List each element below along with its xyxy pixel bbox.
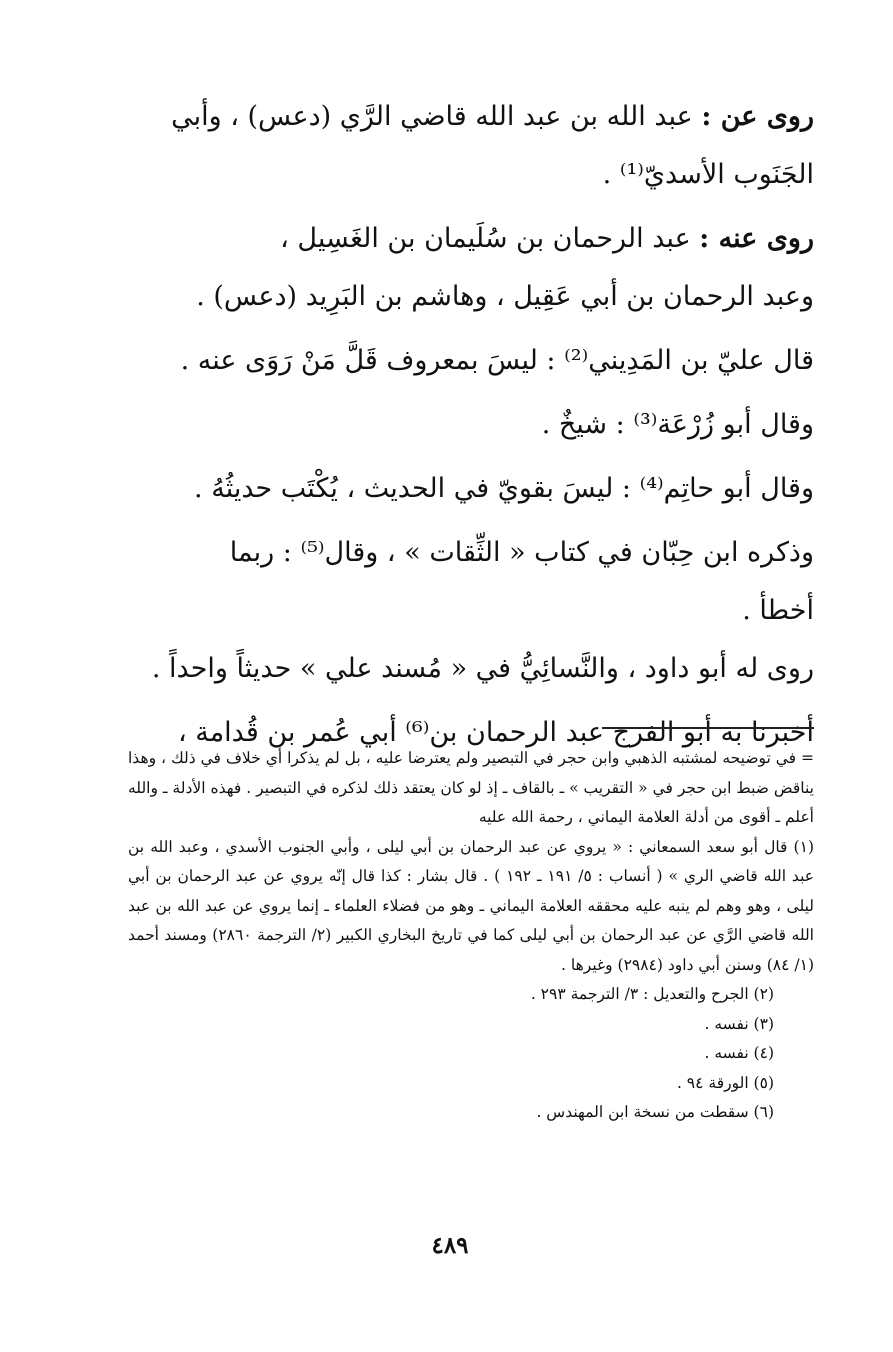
footnote-continuation: = في توضيحه لمشتبه الذهبي وابن حجر في التبصير ولم يعترضا عليه ، بل لم يذكرا أي خلاف في ذلك ، وهذا يناقض ضبط ابن حجر في « التقريب » ـ بالقاف ـ إذ لو كان يعتقد ذلك لذكره في التبصير . فهذه الأدلة ـ والله أعلم ـ أقوى من أدلة العلامة اليماني ، رحمة الله عليه xyxy=(128,749,814,826)
paragraph-narrated-from xyxy=(128,88,814,204)
paragraph-ali-ibn-al-madini: قال عليّ بن المَدِيني⁽²⁾ : ليسَ بمعروف قَلَّ مَنْ رَوَى عنه . xyxy=(180,345,814,376)
paragraph-abu-hatim: وقال أبو حاتِم⁽⁴⁾ : ليسَ بقويّ في الحديث ، يُكْتَب حديثُهُ . xyxy=(194,473,814,504)
narrated-by-line-2: وعبد الرحمان بن أبي عَقِيل ، وهاشم بن البَرِيد (دعس) . xyxy=(196,281,814,312)
narrated-from-line-1: عبد الله بن عبد الله قاضي الرَّي (دعس) ، وأبي xyxy=(171,101,693,132)
footnotes xyxy=(128,744,814,1128)
main-text xyxy=(128,88,814,762)
footnote-6: (٦) سقطت من نسخة ابن المهندس . xyxy=(536,1103,774,1121)
narrated-from-line-2: الجَنَوب الأسديّ⁽¹⁾ . xyxy=(602,159,814,190)
paragraph-narrated-by-abu-dawud: روى له أبو داود ، والنَّسائِيُّ في « مُسند علي » حديثاً واحداً . xyxy=(151,653,814,684)
paragraph-ibn-hibban xyxy=(128,524,814,640)
lead-narrated-by: روى عنه : xyxy=(699,223,814,254)
footnote-4: (٤) نفسه . xyxy=(704,1044,774,1062)
footnote-separator xyxy=(602,727,814,729)
footnote-3: (٣) نفسه . xyxy=(704,1014,774,1033)
page-number: ٤٨٩ xyxy=(431,1232,469,1259)
narrated-by-line-1: عبد الرحمان بن سُلَيمان بن الغَسِيل ، xyxy=(280,223,691,254)
paragraph-abu-zura: وقال أبو زُرْعَة⁽³⁾ : شيخٌ . xyxy=(541,409,814,440)
ibn-hibban-line-2: أخطأ . xyxy=(742,595,814,626)
paragraph-akhbarana: أخبرنا به أبو الفرج عبد الرحمان بن⁽⁶⁾ أبي عُمر بن قُدامة ، xyxy=(177,717,814,748)
footnote-1: (١) قال أبو سعد السمعاني : « يروي عن عبد الرحمان بن أبي ليلى ، وأبي الجنوب الأسدي ، وعبد الله بن عبد الله قاضي الري » ( أنساب : ٥/ ١٩١ ـ ١٩٢ ) . قال بشار : كذا قال إنّه يروي عن عبد الرحمان بن أبي ليلى ، وهو وهم لم ينبه عليه محققه العلامة اليماني ـ وهو من فضلاء العلماء ـ إنما يروي عن عبد الله بن عبد الله قاضي الرَّي عن عبد الرحمان بن أبي ليلى كما في تاريخ البخاري الكبير (٢/ الترجمة ٢٨٦٠) ومسند أحمد (١/ ٨٤) وسنن أبي داود (٢٩٨٤) وغيرها . xyxy=(128,837,814,974)
ibn-hibban-line-1: وذكره ابن حِبّان في كتاب « الثِّقات » ، وقال⁽⁵⁾ : ربما xyxy=(229,537,814,568)
footnote-2: (٢) الجرح والتعديل : ٣/ الترجمة ٢٩٣ . xyxy=(530,985,774,1003)
paragraph-narrated-by xyxy=(128,210,814,326)
lead-narrated-from: روى عن : xyxy=(701,101,814,132)
footnote-5: (٥) الورقة ٩٤ . xyxy=(676,1073,774,1092)
